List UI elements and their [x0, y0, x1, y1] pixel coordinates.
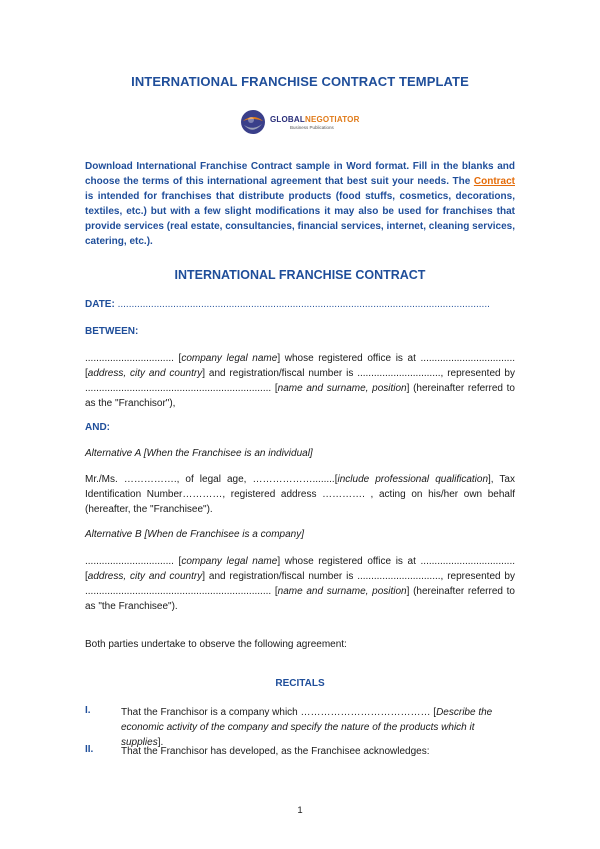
- contract-link[interactable]: Contract: [473, 176, 515, 187]
- date-label: DATE:: [85, 299, 115, 310]
- undertake-sentence: Both parties undertake to observe the following agreement:: [85, 639, 347, 650]
- page-number: 1: [297, 805, 303, 816]
- alternative-b-heading: Alternative B [When de Franchisee is a company]: [85, 529, 305, 540]
- recital-2-number: II.: [85, 744, 94, 755]
- between-label: BETWEEN:: [85, 326, 139, 337]
- logo-subtitle: Business Publications: [290, 125, 334, 130]
- date-dots: ......................................................................................................................................: [114, 299, 490, 310]
- recital-2-text: That the Franchisor has developed, as the Franchisee acknowledges:: [121, 746, 430, 757]
- and-label: AND:: [85, 422, 110, 433]
- contract-heading: INTERNATIONAL FRANCHISE CONTRACT: [174, 268, 426, 282]
- recital-1-text: That the Franchisor is a company which ………………………………… [Describe the economic activity of the company and specify the nature of the products which it supplies].: [121, 707, 493, 748]
- franchisee-party-paragraph: ................................ [company legal name] whose registered office is at .................................. [address, city and country] and registration/fiscal number is .............................., represented by ................................................................... [name and surname, position] (hereinafter referred to as "the Franchisee").: [85, 556, 515, 612]
- date-line: [85, 297, 515, 312]
- alternative-a-heading: Alternative A [When the Franchisee is an individual]: [85, 448, 313, 459]
- recitals-heading: RECITALS: [275, 678, 325, 689]
- recital-1-number: I.: [85, 705, 91, 716]
- logo-brand: GLOBALNEGOTIATOR: [270, 115, 360, 124]
- intro-paragraph: Download International Franchise Contract sample in Word format. Fill in the blanks and choose the terms of this international agreement that best suit your needs. The Contract is intended for franchises that distribute products (food stuffs, cosmetics, decorations, textiles, etc.) but with a few slight modifications it may also be used for franchises that provide services (real estate, consultancies, financial services, internet, cleaning services, catering, etc.).: [85, 161, 515, 247]
- alternative-a-paragraph: Mr./Ms. ……………., of legal age, ………………........[include professional qualification], Tax Identification Number…………, registered address …………. , acting on his/her own behalf (hereafter, the "Franchisee").: [85, 474, 515, 515]
- global-negotiator-logo: [238, 107, 368, 137]
- document-title: INTERNATIONAL FRANCHISE CONTRACT TEMPLATE: [131, 74, 469, 89]
- globe-logo-icon: [238, 107, 268, 137]
- franchisor-party-paragraph: ................................ [company legal name] whose registered office is at .................................. [address, city and country] and registration/fiscal number is .............................., represented by ................................................................... [name and surname, position] (hereinafter referred to as the "Franchisor"),: [85, 353, 515, 409]
